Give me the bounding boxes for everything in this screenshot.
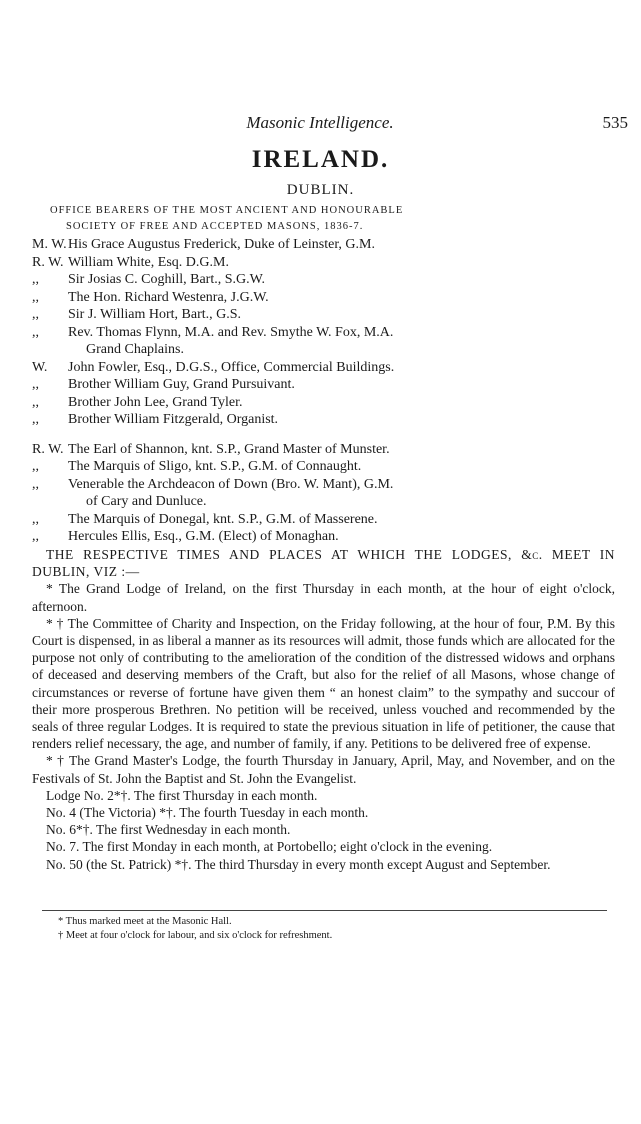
officer-row: [32, 359, 622, 377]
officer-row: [32, 511, 622, 529]
officer-prefix: W.: [32, 359, 48, 375]
group-spacer: [32, 429, 622, 441]
officer-prefix: ,,: [32, 377, 39, 392]
officer-prefix: ,,: [32, 529, 39, 544]
office-bearers-heading: [50, 203, 610, 235]
running-title: Masonic Intelligence.: [246, 113, 394, 132]
officer-name: Brother William Fitzgerald, Organist.: [68, 412, 279, 427]
officer-name: The Marquis of Sligo, knt. S.P., G.M. of Connaught.: [68, 459, 362, 474]
officer-prefix: R. W.: [32, 441, 64, 457]
officer-row: [32, 441, 622, 459]
officer-name: John Fowler, Esq., D.G.S., Office, Commercial Buildings.: [68, 359, 395, 375]
paragraph-lodge-50: No. 50 (the St. Patrick) *†. The third Thursday in every month except August and September.: [46, 856, 551, 872]
officer-name: Brother William Guy, Grand Pursuivant.: [68, 377, 295, 392]
officer-name: The Marquis of Donegal, knt. S.P., G.M. of Masserene.: [68, 511, 378, 527]
officer-name: Sir Josias C. Coghill, Bart., S.G.W.: [68, 272, 266, 287]
paragraph-lodge-6: No. 6*†. The first Wednesday in each month.: [46, 822, 291, 838]
officer-name: The Earl of Shannon, knt. S.P., Grand Master of Munster.: [68, 441, 390, 457]
officer-row: [32, 476, 622, 511]
officer-row: [32, 236, 622, 254]
paragraph-lodge-4: No. 4 (The Victoria) *†. The fourth Tuesday in each month.: [46, 805, 369, 821]
officer-name: Hercules Ellis, Esq., G.M. (Elect) of Monaghan.: [68, 529, 339, 544]
officer-name-continued: Grand Chaplains.: [86, 342, 184, 357]
officer-name: Venerable the Archdeacon of Down (Bro. W. Mant), G.M.: [68, 476, 394, 492]
officer-prefix: ,,: [32, 511, 39, 527]
article-subtitle: DUBLIN.: [286, 182, 355, 198]
paragraph-committee-of-charity: * † The Committee of Charity and Inspection, on the Friday following, at the hour of four, P.M. By this Court is dispensed, in as liberal a manner as its resources will admit, those funds which are allocated for the purpose not only of contributing to the amelioration of the condition of the distressed widows and orphans of deceased and deserving members of the Craft, but also for the relief of all Masons, whose change of circumstances or reverse of fortune have given them “ an honest claim” to the sympathy and succour of their more prosperous Brethren. No petition will be received, unless vouched and recommended by the seals of three regular Lodges. It is required to state the previous situation in life of petitioner, the cause that renders relief necessary, the age, and number of family, if any. Petitions to be delivered free of expense.: [32, 615, 615, 752]
officer-name: William White, Esq. D.G.M.: [68, 254, 229, 270]
officer-row: [32, 458, 622, 476]
footnote-asterisk: * Thus marked meet at the Masonic Hall.: [58, 916, 232, 927]
officer-row: [32, 324, 622, 359]
officer-prefix: R. W.: [32, 254, 64, 270]
officer-name: Rev. Thomas Flynn, M.A. and Rev. Smythe W. Fox, M.A.: [68, 324, 394, 340]
officer-prefix: ,,: [32, 324, 39, 340]
officer-name: Brother John Lee, Grand Tyler.: [68, 394, 243, 410]
officer-row: [32, 289, 622, 307]
officer-name-continued: of Cary and Dunluce.: [86, 494, 207, 509]
officer-prefix: M. W.: [32, 237, 67, 252]
running-head: [40, 113, 628, 135]
officer-prefix: ,,: [32, 476, 39, 492]
officer-name: Sir J. William Hort, Bart., G.S.: [68, 307, 242, 322]
paragraph-lodge-2: Lodge No. 2*†. The first Thursday in each month.: [46, 787, 318, 803]
officer-row: [32, 528, 622, 546]
paragraph-lodge-7: No. 7. The first Monday in each month, at Portobello; eight o'clock in the evening.: [46, 839, 493, 855]
officer-prefix: ,,: [32, 412, 39, 427]
page-number: 535: [602, 113, 628, 132]
officer-row: [32, 376, 622, 394]
officer-row: [32, 306, 622, 324]
officer-prefix: ,,: [32, 307, 39, 322]
footnote-divider: [42, 910, 607, 911]
officer-prefix: ,,: [32, 459, 39, 474]
office-heading-line-2: SOCIETY OF FREE AND ACCEPTED MASONS, 1836-7.: [66, 221, 364, 232]
paragraph-grand-masters-lodge: * † The Grand Master's Lodge, the fourth Thursday in January, April, May, and November, and on the Festivals of St. John the Baptist and St. John the Evangelist.: [32, 753, 615, 786]
officer-row: [32, 394, 622, 412]
officers-list: [32, 236, 622, 546]
footnote-dagger: † Meet at four o'clock for labour, and six o'clock for refreshment.: [58, 930, 333, 941]
officer-name: His Grace Augustus Frederick, Duke of Leinster, G.M.: [68, 237, 375, 252]
officer-row: [32, 254, 622, 272]
article-title: IRELAND.: [251, 146, 390, 173]
meetings-intro: THE RESPECTIVE TIMES AND PLACES AT WHICH THE LODGES, &c. MEET IN DUBLIN, VIZ :—: [32, 547, 615, 580]
officer-prefix: ,,: [32, 394, 39, 410]
office-heading-line-1: OFFICE BEARERS OF THE MOST ANCIENT AND HONOURABLE: [50, 205, 404, 216]
lodge-meetings-text: [32, 546, 615, 873]
officer-row: [32, 271, 622, 289]
officer-prefix: ,,: [32, 272, 39, 287]
officer-row: [32, 411, 622, 429]
paragraph-grand-lodge: * The Grand Lodge of Ireland, on the first Thursday in each month, at the hour of eight o'clock, afternoon.: [32, 581, 615, 614]
officer-name: The Hon. Richard Westenra, J.G.W.: [68, 289, 269, 305]
footnotes: [58, 915, 618, 943]
officer-prefix: ,,: [32, 289, 39, 305]
